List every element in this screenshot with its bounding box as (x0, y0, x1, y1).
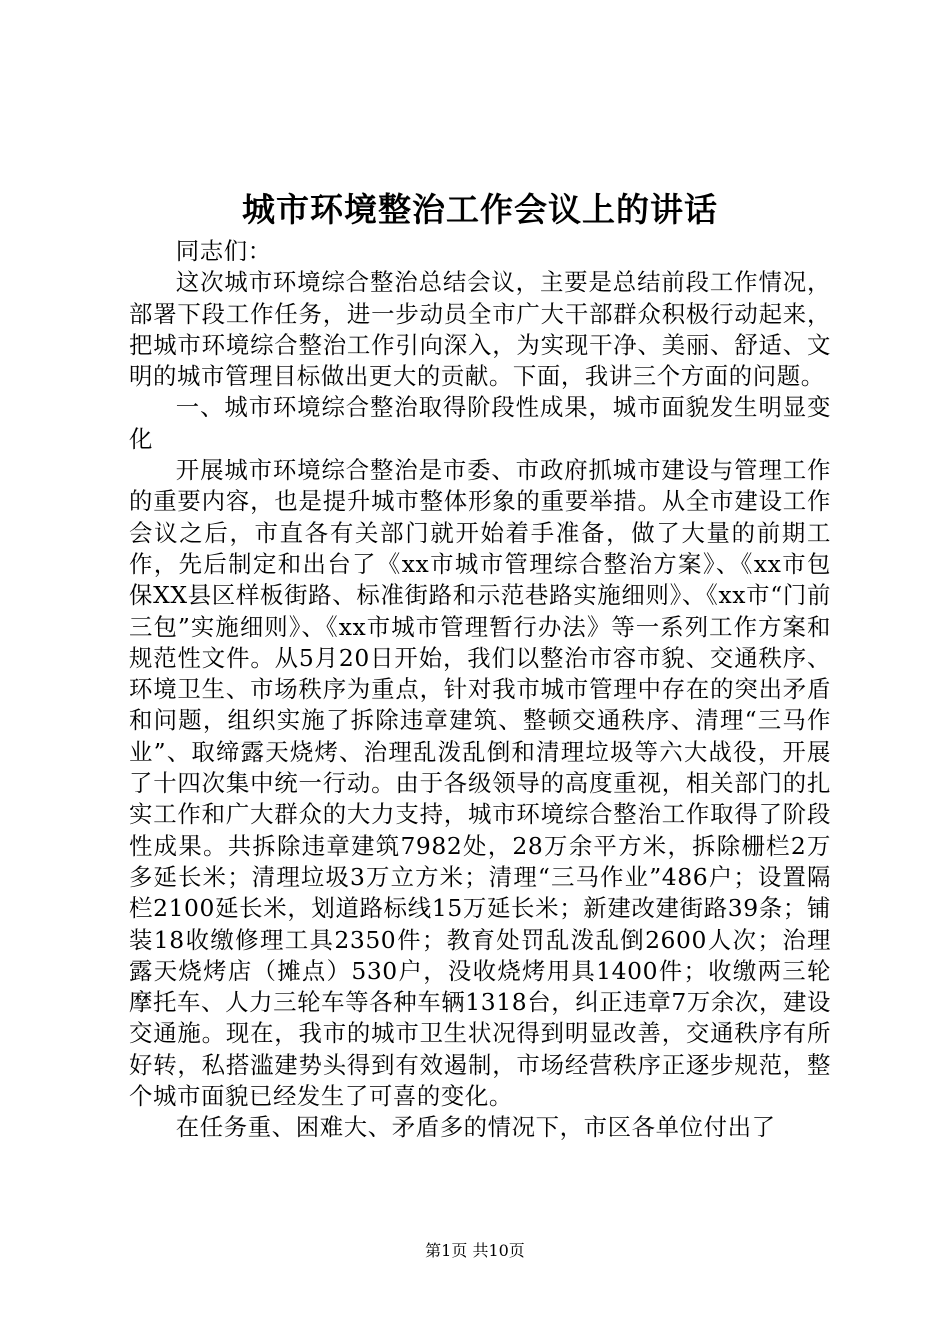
body-paragraph: 开展城市环境综合整治是市委、市政府抓城市建设与管理工作的重要内容，也是提升城市整体形象的重要举措。从全市建设工作会议之后，市直各有关部门就开始着手准备，做了大量的前期工作，先后制定和出台了《xx市城市管理综合整治方案》、《xx市包保XX县区样板街路、标准街路和示范巷路实施细则》、《xx市“门前三包”实施细则》、《xx市城市管理暂行办法》等一系列工作方案和规范性文件。从5月20日开始，我们以整治市容市貌、交通秩序、环境卫生、市场秩序为重点，针对我市城市管理中存在的突出矛盾和问题，组织实施了拆除违章建筑、整顿交通秩序、清理“三马作业”、取缔露天烧烤、治理乱泼乱倒和清理垃圾等六大战役，开展了十四次集中统一行动。由于各级领导的高度重视，相关部门的扎实工作和广大群众的大力支持，城市环境综合整治工作取得了阶段性成果。共拆除违章建筑7982处，28万余平方米，拆除栅栏2万多延长米；清理垃圾3万立方米；清理“三马作业”486户；设置隔栏2100延长米，划道路标线15万延长米；新建改建街路39条；铺装18收缴修理工具2350件；教育处罚乱泼乱倒2600人次；治理露天烧烤店（摊点）530户，没收烧烤用具1400件；收缴两三轮摩托车、人力三轮车等各种车辆1318台，纠正违章7万余次，建设交通施。现在，我市的城市卫生状况得到明显改善，交通秩序有所好转，私搭滥建势头得到有效遏制，市场经营秩序正逐步规范，整个城市面貌已经发生了可喜的变化。 (129, 456, 831, 1111)
salutation: 同志们： (175, 237, 272, 265)
page-footer: 第1页 共10页 (425, 1241, 525, 1260)
body-paragraph: 这次城市环境综合整治总结会议，主要是总结前段工作情况，部署下段工作任务，进一步动员全市广大干部群众积极行动起来，把城市环境综合整治工作引向深入，为实现干净、美丽、舒适、文明的城市管理目标做出更大的贡献。下面，我讲三个方面的问题。 (129, 268, 831, 391)
section-heading: 一、城市环境综合整治取得阶段性成果，城市面貌发生明显变化 (129, 393, 831, 453)
body-paragraph: 在任务重、困难大、矛盾多的情况下，市区各单位付出了 (175, 1113, 776, 1142)
document-title: 城市环境整治工作会议上的讲话 (242, 190, 718, 229)
document-body (129, 236, 831, 1144)
